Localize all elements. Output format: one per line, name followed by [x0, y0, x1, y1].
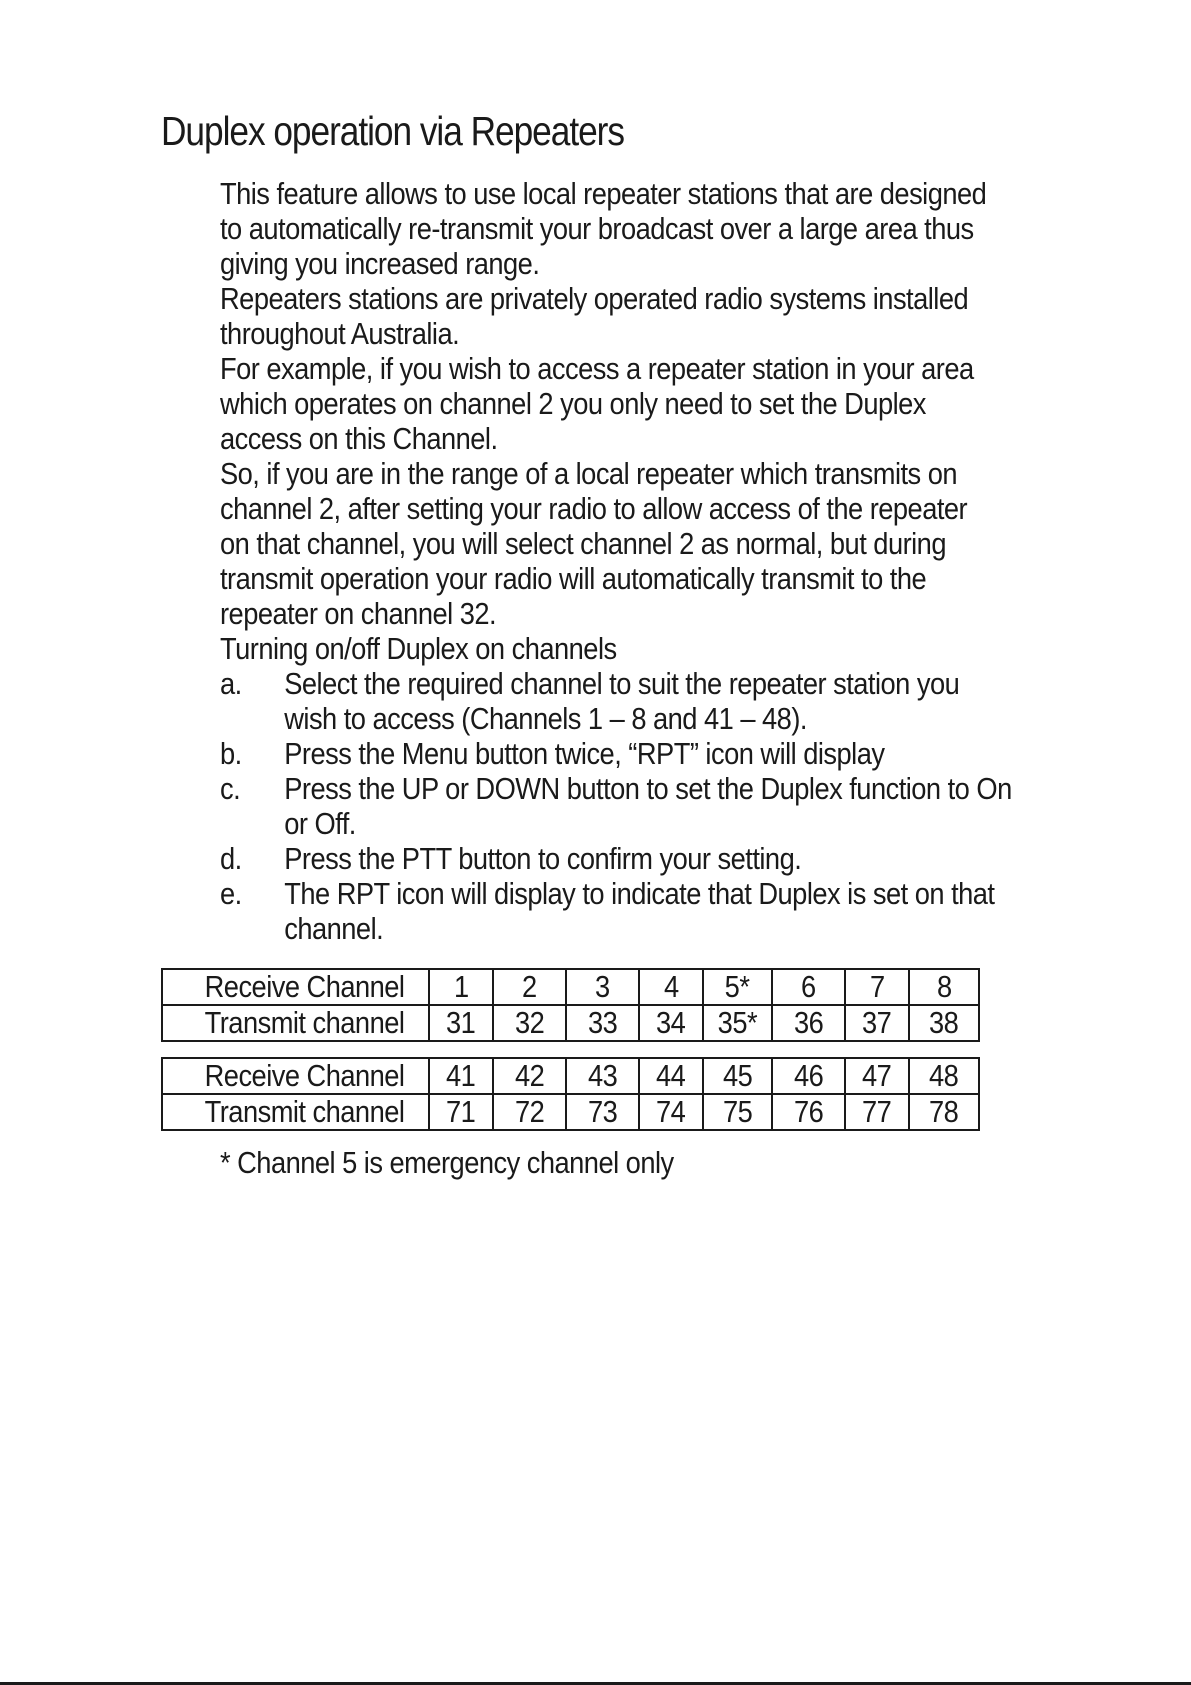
text-line: Repeaters stations are privately operated radio systems installed	[220, 281, 969, 316]
text-line: Press the PTT button to confirm your setting.	[284, 841, 802, 876]
table-cell: 3	[566, 969, 639, 1005]
example-paragraph	[220, 351, 1012, 456]
table-cell: 72	[493, 1094, 566, 1130]
table-cell: 5*	[703, 969, 772, 1005]
table-cell: 31	[429, 1005, 493, 1041]
table-cell: 77	[845, 1094, 909, 1130]
intro-paragraph	[220, 176, 1012, 281]
table-cell: 2	[493, 969, 566, 1005]
table-cell: 36	[772, 1005, 845, 1041]
table-cell: 78	[909, 1094, 979, 1130]
steps-list	[220, 666, 1012, 946]
text-line: to automatically re-transmit your broadcast over a large area thus	[220, 211, 974, 246]
table-cell: 44	[639, 1058, 703, 1094]
body-text	[220, 176, 1012, 946]
step-letter: c.	[220, 771, 241, 806]
range-paragraph	[220, 456, 1012, 631]
page-title: Duplex operation via Repeaters	[161, 108, 624, 154]
table-cell: 73	[566, 1094, 639, 1130]
text-line: giving you increased range.	[220, 246, 540, 281]
table-cell: 35*	[703, 1005, 772, 1041]
list-item	[220, 666, 1012, 736]
list-item	[220, 876, 1012, 946]
table-cell: 8	[909, 969, 979, 1005]
table-row-receive	[162, 969, 979, 1005]
channel-table-1	[161, 968, 980, 1042]
table-cell: 48	[909, 1058, 979, 1094]
repeaters-paragraph	[220, 281, 1012, 351]
table-cell: 6	[772, 969, 845, 1005]
text-line: repeater on channel 32.	[220, 596, 497, 631]
row-label: Receive Channel	[162, 969, 429, 1005]
table-cell: 1	[429, 969, 493, 1005]
table-cell: 32	[493, 1005, 566, 1041]
table-row-transmit	[162, 1005, 979, 1041]
table-row-receive	[162, 1058, 979, 1094]
table-cell: 71	[429, 1094, 493, 1130]
text-line: channel 2, after setting your radio to allow access of the repeater	[220, 491, 968, 526]
table-cell: 47	[845, 1058, 909, 1094]
text-line: Press the Menu button twice, “RPT” icon will display	[284, 736, 885, 771]
table-cell: 76	[772, 1094, 845, 1130]
row-label: Transmit channel	[162, 1005, 429, 1041]
text-line: channel.	[284, 911, 384, 946]
step-text	[284, 736, 884, 771]
text-line: wish to access (Channels 1 – 8 and 41 – 48).	[284, 701, 807, 736]
text-line: which operates on channel 2 you only need to set the Duplex	[220, 386, 926, 421]
step-letter: b.	[220, 736, 242, 771]
text-line: or Off.	[284, 806, 356, 841]
text-line: So, if you are in the range of a local repeater which transmits on	[220, 456, 957, 491]
step-text	[284, 771, 1011, 841]
table-cell: 41	[429, 1058, 493, 1094]
steps-subheading: Turning on/off Duplex on channels	[220, 631, 617, 666]
list-item	[220, 736, 1012, 771]
step-text	[284, 666, 959, 736]
footnote: * Channel 5 is emergency channel only	[220, 1145, 674, 1180]
table-cell: 42	[493, 1058, 566, 1094]
table-row-transmit	[162, 1094, 979, 1130]
text-line: on that channel, you will select channel 2 as normal, but during	[220, 526, 946, 561]
text-line: throughout Australia.	[220, 316, 460, 351]
table-cell: 43	[566, 1058, 639, 1094]
table-cell: 37	[845, 1005, 909, 1041]
text-line: access on this Channel.	[220, 421, 498, 456]
table-cell: 34	[639, 1005, 703, 1041]
list-item	[220, 841, 1012, 876]
step-letter: e.	[220, 876, 242, 911]
step-letter: d.	[220, 841, 242, 876]
step-text	[284, 876, 994, 946]
table-cell: 7	[845, 969, 909, 1005]
table-cell: 75	[703, 1094, 772, 1130]
row-label: Receive Channel	[162, 1058, 429, 1094]
step-letter: a.	[220, 666, 242, 701]
table-cell: 38	[909, 1005, 979, 1041]
list-item	[220, 771, 1012, 841]
table-cell: 46	[772, 1058, 845, 1094]
channel-table-2	[161, 1057, 980, 1131]
text-line: For example, if you wish to access a repeater station in your area	[220, 351, 974, 386]
table-cell: 45	[703, 1058, 772, 1094]
table-cell: 4	[639, 969, 703, 1005]
text-line: Press the UP or DOWN button to set the Duplex function to On	[284, 771, 1012, 806]
text-line: The RPT icon will display to indicate that Duplex is set on that	[284, 876, 995, 911]
text-line: Select the required channel to suit the repeater station you	[284, 666, 960, 701]
table-cell: 74	[639, 1094, 703, 1130]
text-line: This feature allows to use local repeater stations that are designed	[220, 176, 987, 211]
table-cell: 33	[566, 1005, 639, 1041]
step-text	[284, 841, 801, 876]
row-label: Transmit channel	[162, 1094, 429, 1130]
text-line: transmit operation your radio will automatically transmit to the	[220, 561, 927, 596]
